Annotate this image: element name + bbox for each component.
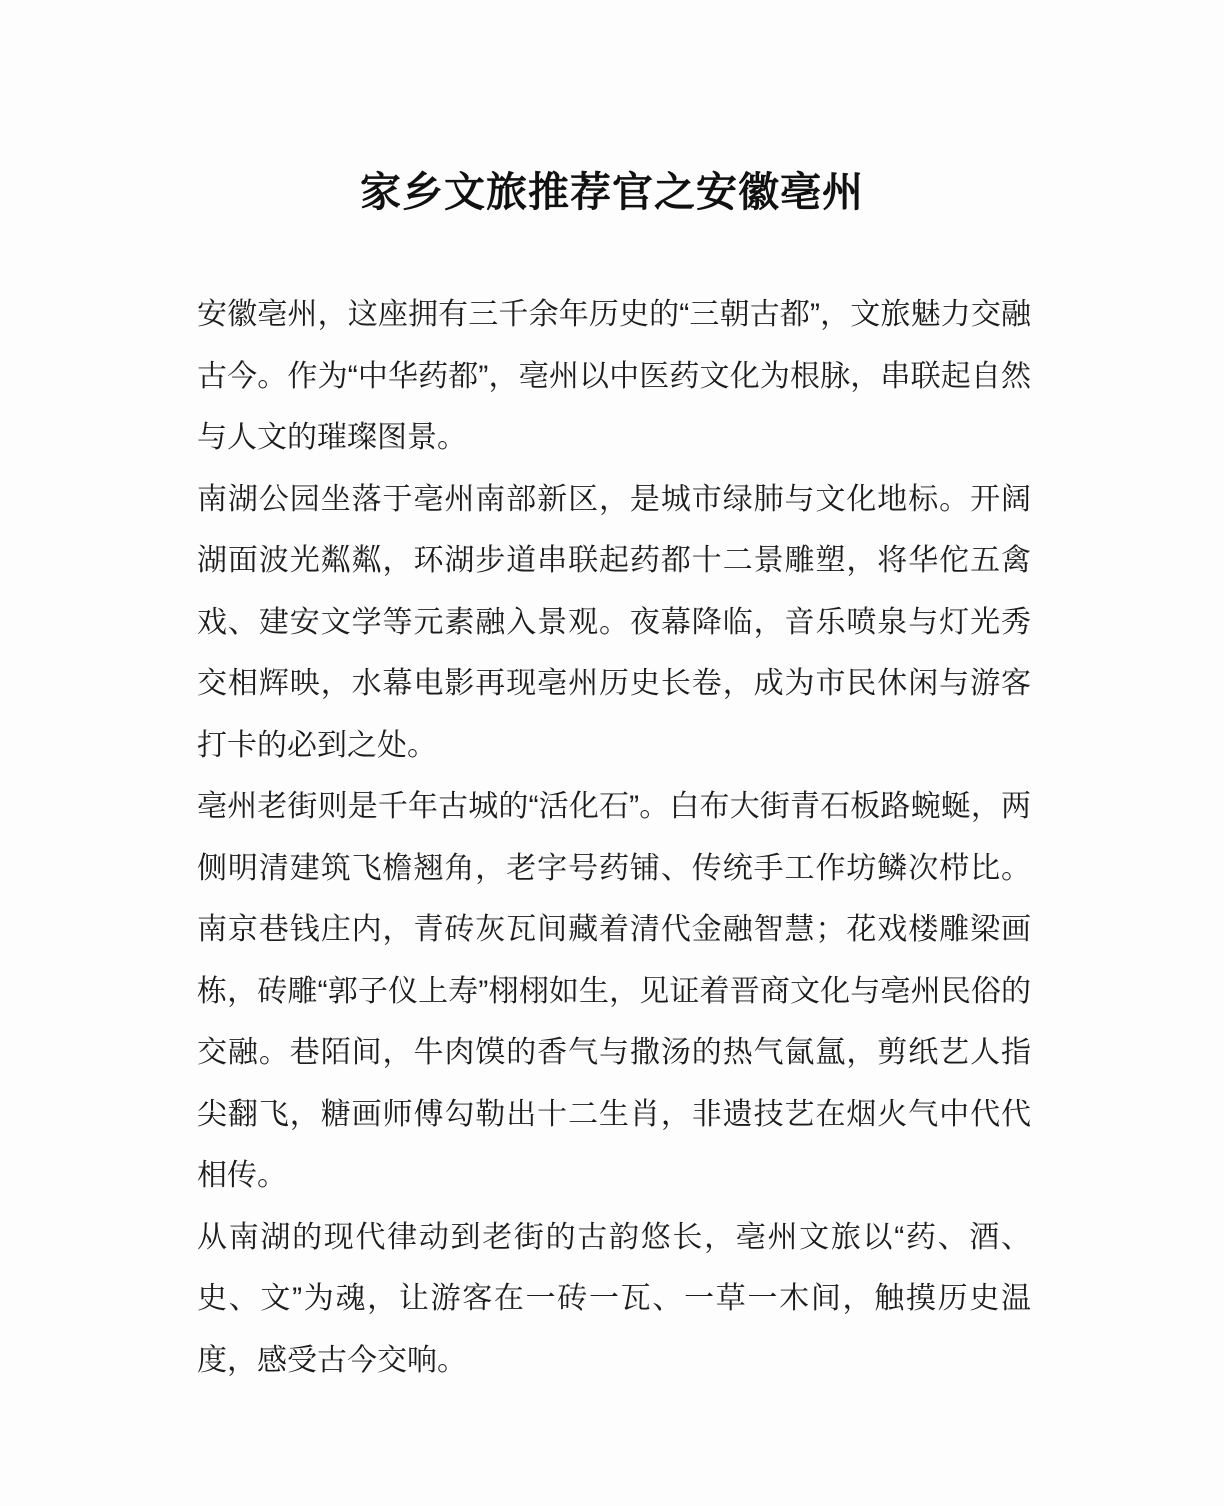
- paragraph-nanhu-park: 南湖公园坐落于亳州南部新区，是城市绿肺与文化地标。开阔湖面波光粼粼，环湖步道串联起药都十二景雕塑，将华佗五禽戏、建安文学等元素融入景观。夜幕降临，音乐喷泉与灯光秀交相辉映，水幕电影再现亳州历史长卷，成为市民休闲与游客打卡的必到之处。: [197, 482, 1031, 762]
- document-body: [197, 284, 1031, 1391]
- document-title: 家乡文旅推荐官之安徽亳州: [360, 169, 864, 215]
- paragraph-old-street: 亳州老街则是千年古城的“活化石”。白布大街青石板路蜿蜒，两侧明清建筑飞檐翘角，老字号药铺、传统手工作坊鳞次栉比。南京巷钱庄内，青砖灰瓦间藏着清代金融智慧；花戏楼雕梁画栋，砖雕“郭子仪上寿”栩栩如生，见证着晋商文化与亳州民俗的交融。巷陌间，牛肉馍的香气与撒汤的热气氤氲，剪纸艺人指尖翻飞，糖画师傅勾勒出十二生肖，非遗技艺在烟火气中代代相传。: [197, 790, 1031, 1192]
- paragraph-conclusion: 从南湖的现代律动到老街的古韵悠长，亳州文旅以“药、酒、史、文”为魂，让游客在一砖一瓦、一草一木间，触摸历史温度，感受古今交响。: [197, 1220, 1031, 1377]
- paragraph-intro: 安徽亳州，这座拥有三千余年历史的“三朝古都”，文旅魅力交融古今。作为“中华药都”，亳州以中医药文化为根脉，串联起自然与人文的璀璨图景。: [197, 298, 1031, 454]
